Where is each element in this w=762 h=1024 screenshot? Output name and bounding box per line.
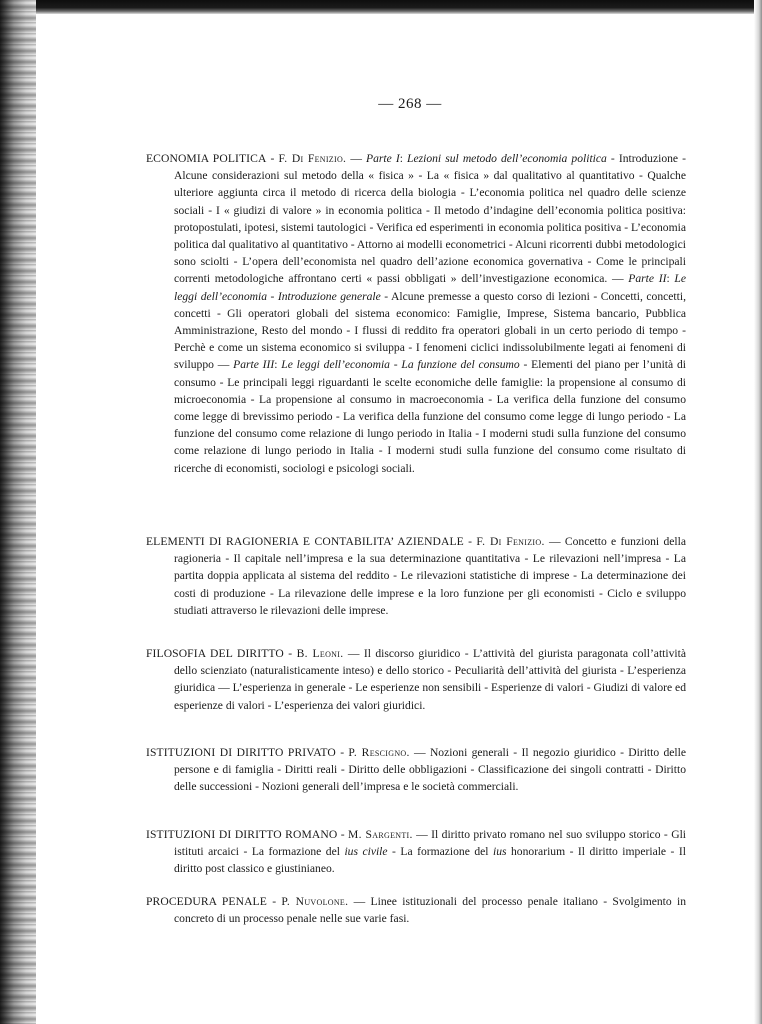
separator: : bbox=[399, 152, 407, 165]
course-author: B. Leoni. bbox=[296, 647, 344, 660]
latin-term: ius civile bbox=[344, 845, 388, 859]
course-description: - Elementi del piano per l’unità di consumo - Le principali leggi riguardanti le scelte economiche delle famiglie: la propensione al consumo di microeconomia - La propensione al consumo in macroeconomia - La verifica della funzione del consumo come legge di brevissimo periodo - La verifica della funzione del consumo come legge di lungo periodo - La funzione del consumo come relazione di lungo periodo in Italia - I moderni studi sulla funzione del consumo come relazione di lungo periodo in Italia - I moderni studi sulla funzione del consumo come risultato di ricerche di economisti, sociologi e psicologi sociali. bbox=[174, 358, 686, 475]
course-title: ISTITUZIONI DI DIRITTO PRIVATO bbox=[146, 746, 336, 759]
course-title: FILOSOFIA DEL DIRITTO bbox=[146, 647, 284, 660]
course-author: P. Rescigno. bbox=[348, 746, 410, 759]
part-title: Le leggi dell’economia - La funzione del consumo bbox=[281, 358, 520, 372]
course-entry-diritto-romano: ISTITUZIONI DI DIRITTO ROMANO - M. Sargenti. — Il diritto privato romano nel suo sviluppo storico - Gli istituti arcaici - La formazione del ius civile - La formazione del ius honorarium - Il diritto imperiale - Il diritto post classico e giustinianeo. bbox=[146, 828, 687, 876]
page-number: — 268 — bbox=[378, 96, 442, 112]
course-entry-economia-politica: ECONOMIA POLITICA - F. Di Fenizio. — Parte I: Lezioni sul metodo dell’economia politica - Introduzione - Alcune considerazioni sul metodo della « fisica » - La « fisica » dal qualitativo al quantitativo - Qualche ulteriore aggiunta circa il metodo di ricerca della biologia - L’economia politica nel quadro delle scienze sociali - I « giudizi di valore » in economia politica - Il metodo d’indagine dell’economia politica positiva: protopostulati, ipotesi, sistemi tautologici - Verifica ed esperimenti in economia politica positiva - L’economia politica dal qualitativo al quantitativo - Attorno ai modelli econometrici - Alcuni ricorrenti dubbi metodologici sono sciolti - L’opera dell’economista nel quadro dell’azione economica governativa - Come le principali correnti metodologiche affrontano certi « passi obbligati » dell’investigazione economica. — Parte II: Le leggi dell’economia - Introduzione generale - Alcune premesse a questo corso di lezioni - Concetti, concetti, concetti - Gli operatori globali del sistema economico: Famiglie, Imprese, Sistema bancario, Pubblica Amministrazione, Resto del mondo - I flussi di reddito fra operatori globali in un certo periodo di tempo - Perchè e come un sistema economico si sviluppa - I fenomeni ciclici indissolubilmente legati ai fenomeni di sviluppo — Parte III: Le leggi dell’economia - La funzione del consumo - Elementi del piano per l’unità di consumo - Le principali leggi riguardanti le scelte economiche delle famiglie: la propensione al consumo di microeconomia - La propensione al consumo in macroeconomia - La verifica della funzione del consumo come legge di brevissimo periodo - La verifica della funzione del consumo come legge di lungo periodo - La funzione del consumo come relazione di lungo periodo in Italia - I moderni studi sulla funzione del consumo come relazione di lungo periodo in Italia - I moderni studi sulla funzione del consumo come risultato di ricerche di economisti, sociologi e psicologi sociali. bbox=[146, 152, 687, 475]
course-description: - Introduzione - Alcune considerazioni sul metodo della « fisica » - La « fisica » dal qualitativo al quantitativo - Qualche ulteriore aggiunta circa il metodo di ricerca della biologia - L’economia politica nel quadro delle scienze sociali - I « giudizi di valore » in economia politica - Il metodo d’indagine dell’economia politica positiva: protopostulati, ipotesi, sistemi tautologici - Verifica ed esperimenti in economia politica positiva - L’economia politica dal qualitativo al quantitativo - Attorno ai modelli econometrici - Alcuni ricorrenti dubbi metodologici sono sciolti - L’opera dell’economista nel quadro dell’azione economica governativa - Come le principali correnti metodologiche affrontano certi « passi obbligati » dell’investigazione economica. — bbox=[174, 152, 687, 286]
course-description: Nozioni generali - Il negozio giuridico - Diritto delle persone e di famiglia - Diritti reali - Diritto delle obbligazioni - Classificazione dei singoli contratti - Diritto delle successioni - Nozioni generali dell’impresa e le società commerciali. bbox=[174, 746, 687, 794]
course-description: Concetto e funzioni della ragioneria - Il capitale nell’impresa e la sua determinazione quantitativa - Le rilevazioni nell’impresa - La partita doppia applicata al sistema del reddito - Le rilevazioni statistiche di imprese - La determinazione dei costi di produzione - La rilevazione delle imprese e la loro funzione per gli economisti - Ciclo e sviluppo studiati attraverso le rilevazioni delle imprese. bbox=[174, 535, 687, 617]
course-description: honorarium - Il diritto imperiale - Il diritto post classico e giustinianeo. bbox=[174, 845, 686, 876]
course-description: Il diritto privato romano nel suo sviluppo storico - Gli istituti arcaici - La formazione del bbox=[174, 828, 687, 859]
course-author: F. Di Fenizio. bbox=[476, 535, 545, 548]
separator: : bbox=[274, 358, 282, 372]
course-entry-procedura-penale: PROCEDURA PENALE - P. Nuvolone. — Linee istituzionali del processo penale italiano - Svolgimento in concreto di un processo penale nelle sue varie fasi. bbox=[146, 895, 686, 926]
course-description: Linee istituzionali del processo penale italiano - Svolgimento in concreto di un processo penale nelle sue varie fasi. bbox=[174, 895, 686, 926]
part-title: Lezioni sul metodo dell’economia politica bbox=[407, 152, 607, 165]
course-title: ISTITUZIONI DI DIRITTO ROMANO bbox=[146, 828, 338, 841]
scan-top-shadow bbox=[0, 0, 762, 14]
course-title: ELEMENTI DI RAGIONERIA E CONTABILITA’ AZIENDALE bbox=[146, 535, 464, 548]
course-entry-ragioneria: ELEMENTI DI RAGIONERIA E CONTABILITA’ AZIENDALE - F. Di Fenizio. — Concetto e funzioni della ragioneria - Il capitale nell’impresa e la sua determinazione quantitativa - Le rilevazioni nell’impresa - La partita doppia applicata al sistema del reddito - Le rilevazioni statistiche di imprese - La determinazione dei costi di produzione - La rilevazione delle imprese e la loro funzione per gli economisti - Ciclo e sviluppo studiati attraverso le rilevazioni delle imprese. bbox=[146, 535, 687, 617]
course-entry-filosofia-diritto: FILOSOFIA DEL DIRITTO - B. Leoni. — Il discorso giuridico - L’attività del giurista paragonata coll’attività dello scienziato (naturalisticamente inteso) e dello storico - Peculiarità dell’attività del giurista - L’esperienza giuridica — L’esperienza in generale - Le esperienze non sensibili - Esperienze di valori - Giudizi di valore ed esperienze di valori - L’esperienza dei valori giuridici. bbox=[146, 647, 686, 712]
latin-term: ius bbox=[493, 845, 507, 859]
separator: : bbox=[666, 272, 675, 286]
course-title: ECONOMIA POLITICA bbox=[146, 152, 267, 165]
course-author: F. Di Fenizio. bbox=[278, 152, 347, 165]
course-description: - La formazione del bbox=[387, 845, 493, 859]
course-entry-diritto-privato: ISTITUZIONI DI DIRITTO PRIVATO - P. Rescigno. — Nozioni generali - Il negozio giuridico - Diritto delle persone e di famiglia - Diritti reali - Diritto delle obbligazioni - Classificazione dei singoli contratti - Diritto delle successioni - Nozioni generali dell’impresa e le società commerciali. bbox=[146, 746, 687, 794]
course-description: Il discorso giuridico - L’attività del giurista paragonata coll’attività dello scienziato (naturalisticamente inteso) e dello storico - Peculiarità dell’attività del giurista - L’esperienza giuridica — L’esperienza in generale - Le esperienze non sensibili - Esperienze di valori - Giudizi di valore ed esperienze di valori - L’esperienza dei valori giuridici. bbox=[174, 647, 686, 712]
course-title: PROCEDURA PENALE bbox=[146, 895, 267, 908]
part-label: Parte II bbox=[628, 272, 667, 286]
part-label: Parte I bbox=[366, 152, 400, 165]
scan-right-edge bbox=[754, 0, 762, 1024]
course-description: - Alcune premesse a questo corso di lezioni - Concetti, concetti, concetti - Gli operatori globali del sistema economico: Famiglie, Imprese, Sistema bancario, Pubblica Amministrazione, Resto del mondo - I flussi di reddito fra operatori globali in un certo periodo di tempo - Perchè e come un sistema economico si sviluppa - I fenomeni ciclici indissolubilmente legati ai fenomeni di sviluppo — bbox=[174, 289, 686, 372]
course-author: M. Sargenti. bbox=[348, 828, 413, 841]
course-author: P. Nuvolone. bbox=[281, 895, 349, 908]
part-label: Parte III bbox=[233, 358, 275, 372]
part-title: Le leggi dell’economia - Introduzione generale bbox=[174, 272, 686, 303]
scan-binding-edge bbox=[0, 0, 36, 1024]
